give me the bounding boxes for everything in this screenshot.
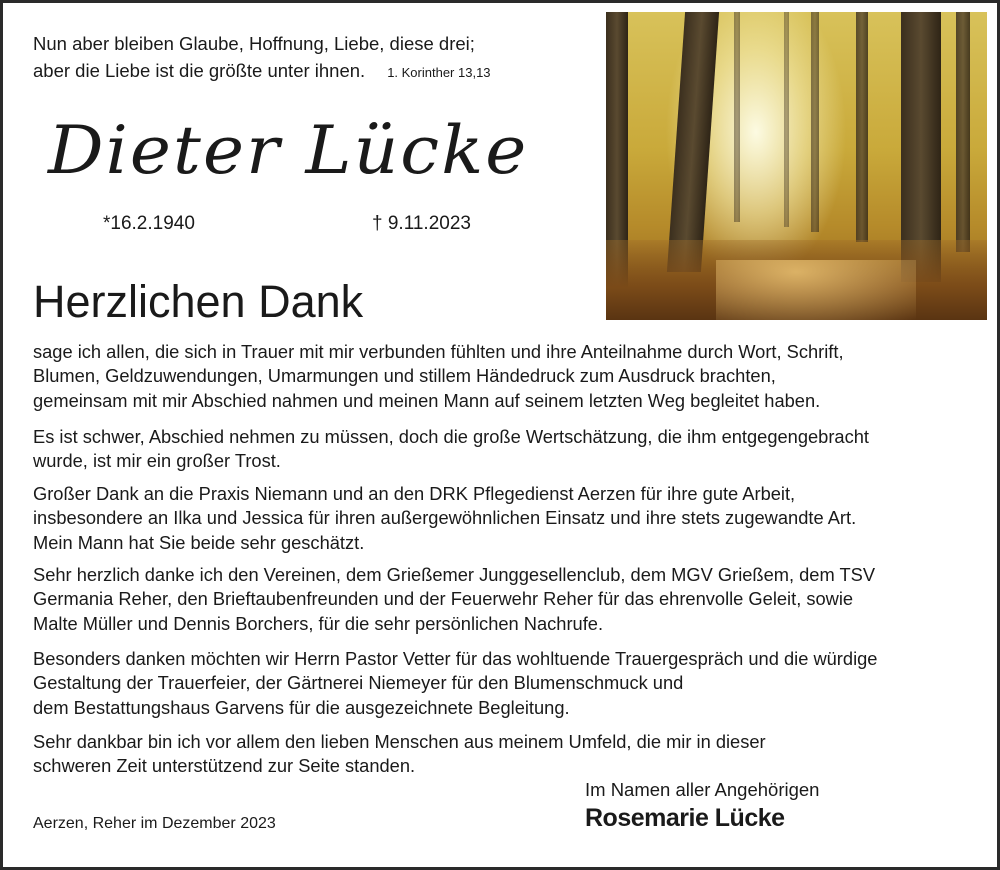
text-line: Germania Reher, den Brieftaubenfreunden und der Feuerwehr Reher für das ehrenvolle Geleit, sowie <box>33 588 854 610</box>
paragraph <box>33 425 869 474</box>
text-line: insbesondere an Ilka und Jessica für ihren außergewöhnlichen Einsatz und ihre stets zugewandte Art. <box>33 507 857 529</box>
text-line: Gestaltung der Trauerfeier, der Gärtnerei Niemeyer für den Blumenschmuck und <box>33 672 684 694</box>
text-line: Sehr dankbar bin ich vor allem den lieben Menschen aus meinem Umfeld, die mir in dieser <box>33 731 766 752</box>
paragraph <box>33 563 875 636</box>
death-date: † 9.11.2023 <box>372 213 471 234</box>
text-line: Blumen, Geldzuwendungen, Umarmungen und stillem Händedruck zum Ausdruck brachten, <box>33 365 776 387</box>
text-line: dem Bestattungshaus Garvens für die ausgezeichnete Begleitung. <box>33 696 570 718</box>
text-line: Besonders danken möchten wir Herrn Pastor Vetter für das wohltuende Trauergespräch und die würdige <box>33 648 878 669</box>
paragraph <box>33 482 856 555</box>
text-line: Mein Mann hat Sie beide sehr geschätzt. <box>33 531 365 553</box>
verse-reference: 1. Korinther 13,13 <box>387 65 491 80</box>
paragraph <box>33 730 766 779</box>
signatory-name: Rosemarie Lücke <box>585 804 785 832</box>
text-line: Großer Dank an die Praxis Niemann und an den DRK Pflegedienst Aerzen für ihre gute Arbeit, <box>33 483 796 504</box>
text-line: wurde, ist mir ein großer Trost. <box>33 450 281 472</box>
page-title: Herzlichen Dank <box>33 276 364 327</box>
bible-verse <box>33 30 491 86</box>
place-date: Aerzen, Reher im Dezember 2023 <box>33 815 276 832</box>
forest-photo <box>606 12 987 320</box>
text-line: Es ist schwer, Abschied nehmen zu müssen, doch die große Wertschätzung, die ihm entgegengebracht <box>33 426 869 447</box>
paragraph <box>33 647 877 720</box>
paragraph <box>33 340 844 413</box>
verse-line: aber die Liebe ist die größte unter ihnen. <box>33 60 366 81</box>
text-line: gemeinsam mit mir Abschied nahmen und meinen Mann auf seinem letzten Weg begleitet haben. <box>33 389 821 411</box>
text-line: Sehr herzlich danke ich den Vereinen, dem Grießemer Junggesellenclub, dem MGV Grießem, dem TSV <box>33 564 876 585</box>
text-line: Malte Müller und Dennis Borchers, für die sehr persönlichen Nachrufe. <box>33 612 604 634</box>
birth-date: *16.2.1940 <box>103 213 195 234</box>
verse-line: Nun aber bleiben Glaube, Hoffnung, Liebe, diese drei; <box>33 33 475 54</box>
on-behalf-text: Im Namen aller Angehörigen <box>585 779 820 800</box>
deceased-name: Dieter Lücke <box>48 112 529 189</box>
text-line: schweren Zeit unterstützend zur Seite standen. <box>33 755 416 777</box>
text-line: sage ich allen, die sich in Trauer mit mir verbunden fühlten und ihre Anteilnahme durch Wort, Schrift, <box>33 341 844 362</box>
